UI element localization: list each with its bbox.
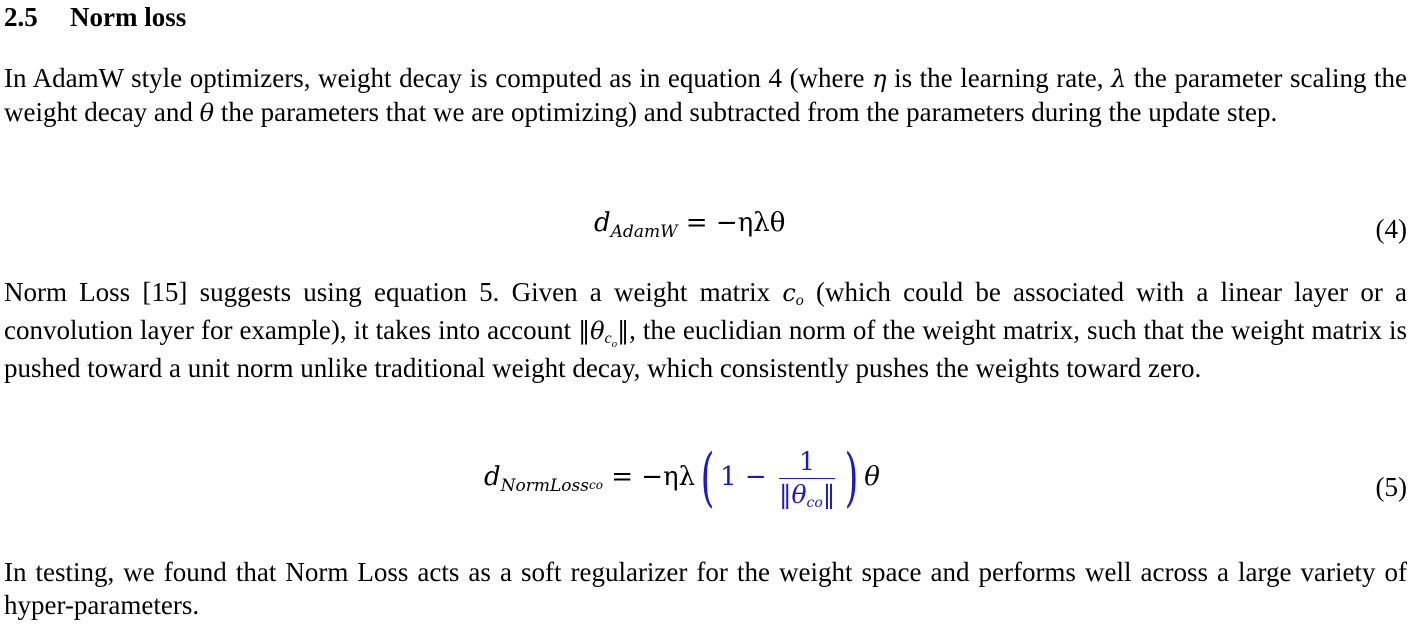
paragraph-1-text-b: is the learning rate, — [886, 63, 1112, 93]
eq5-lhs-subsub: co — [589, 478, 603, 492]
paragraph-2-text-b: (which could be associated with a linear layer or a convolution layer for example), it takes into account — [4, 277, 1408, 345]
eq5-den-sub: co — [806, 495, 823, 511]
paragraph-1-text-c: the parameter scaling the weight decay and — [4, 63, 1408, 127]
section-title: Norm loss — [70, 2, 187, 32]
eq5-rhs-prefix: = −ηλ — [602, 462, 696, 492]
section-heading — [4, 2, 186, 33]
eq4-rhs: = −ηλθ — [677, 208, 786, 238]
eq5-paren-open: ( — [700, 441, 715, 515]
norm-theta-open: ‖θ — [578, 316, 605, 345]
paragraph-2 — [4, 276, 1407, 385]
eq4-lhs-sub: AdamW — [610, 222, 678, 242]
paragraph-3: In testing, we found that Norm Loss acts as a soft regularizer for the weight space and performs well across a large variety of hyper-parameters. — [4, 557, 1407, 620]
norm-close: ‖ — [617, 316, 630, 345]
symbol-lambda: λ — [1111, 65, 1127, 93]
symbol-eta: η — [872, 65, 887, 93]
section-number: 2.5 — [4, 2, 38, 32]
equation-4-label: (4) — [1375, 214, 1407, 244]
eq5-lhs-d: d — [484, 462, 501, 492]
eq5-tail-theta: θ — [864, 462, 880, 492]
norm-sub-c: c — [604, 329, 612, 347]
symbol-c-sub: o — [795, 292, 804, 309]
paragraph-2-text-c: , the euclidian norm of the weight matrix, such that the weight matrix is pushed toward a unit norm unlike traditional weight decay, which consistently pushes the weights toward zero. — [4, 314, 1408, 384]
eq5-frac-numerator: 1 — [779, 447, 835, 479]
eq5-frac-denominator — [779, 479, 835, 509]
symbol-theta: θ — [199, 98, 215, 127]
eq5-den-close: ‖ — [822, 480, 836, 509]
equation-4-body — [594, 208, 786, 242]
paragraph-1-text-d: the parameters that we are optimizing) and subtracted from the parameters during the update step. — [214, 96, 1278, 127]
eq5-fraction — [779, 447, 835, 509]
equation-5-body — [484, 441, 880, 515]
symbol-c: c — [782, 279, 796, 307]
eq5-one-minus: 1 − — [720, 462, 775, 492]
paragraph-2-text-a: Norm Loss [15] suggests using equation 5. Given a weight matrix — [4, 277, 783, 307]
paragraph-1-text-a: In AdamW style optimizers, weight decay is computed as in equation 4 (where — [4, 63, 873, 93]
paragraph-1 — [4, 62, 1407, 129]
eq5-paren-close: ) — [844, 441, 859, 515]
norm-sub-o: o — [611, 337, 618, 350]
eq5-den-open: ‖θ — [778, 480, 807, 509]
equation-5-label: (5) — [1375, 472, 1407, 502]
eq5-lhs-sub: NormLoss — [500, 476, 589, 496]
eq4-lhs-d: d — [594, 208, 611, 238]
